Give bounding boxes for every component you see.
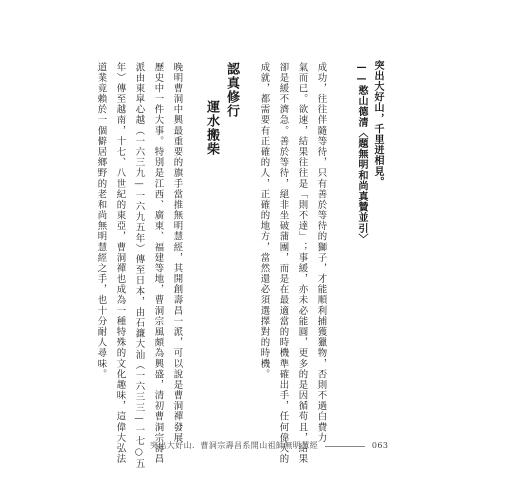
paragraph-1-line-1: 成功，往往伴隨等待，只有善於等待的獅子，才能順利捕獲獵物，否則不過白費力 [315,62,327,444]
running-title: 突出大好山．曹洞宗壽昌系開山祖師無明慧經 [150,441,318,450]
paragraph-2-line-2: 歷史中一件大事。特別是江西、廣東、福建等地，曹洞宗風頗為興盛，清初曹洞宗壽昌 [152,62,164,465]
paragraph-2-line-1: 晚明曹洞中興最重要的旗手當推無明慧經，其開創壽昌一派，可以說是曹洞禪發展 [171,62,183,444]
epigraph-attribution: ——憨山德清〈題無明和尚真贊並引〉 [356,62,367,245]
epigraph-quote: 突出大好山，千里迸相見。 [372,60,383,188]
paragraph-1-line-3: 卻是緩不濟急。善於等待，絕非坐破蒲團，而是在最適當的時機準確出手，任何偉大的 [277,62,289,465]
section-heading-2: 運水搬柴 [204,100,219,156]
paragraph-2-line-3: 派由東皐心越（一六三九—一六九五年）傳至日本，由石濂大汕（一六三三—一七○五 [133,62,145,470]
page-footer [150,440,388,451]
paragraph-2-line-5: 道業竟賴於一個僻居鄉野的老和尚無明慧經之手，也十分耐人尋味。 [95,62,107,380]
paragraph-1-line-4: 成就，都需要有正確的人，正確的地方，當然還必須選擇對的時機。 [258,62,270,380]
section-heading-1: 認真修行 [224,62,239,118]
paragraph-2-line-4: 年）傳至越南，十七、八世紀的東亞，曹洞禪也成為一種特殊的文化趣味，這偉大弘法 [114,62,126,465]
paragraph-1-line-2: 氣而已。欲速，結果往往是「則不達」；事緩，亦未必能圓，更多的是因循苟且，結果 [296,62,308,465]
page-number: 063 [371,441,389,450]
footer-rule [325,446,365,447]
